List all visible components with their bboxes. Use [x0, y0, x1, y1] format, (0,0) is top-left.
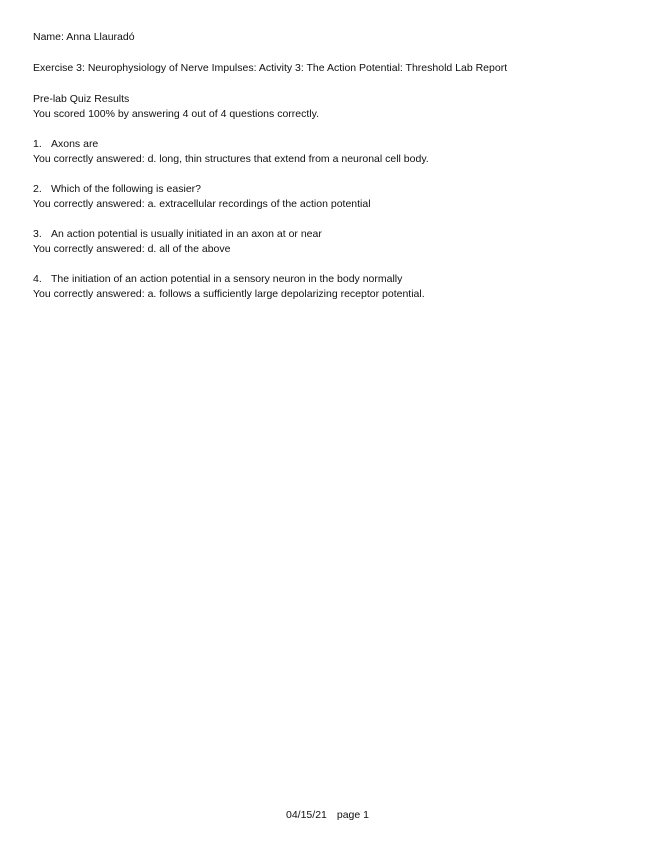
report-title: Exercise 3: Neurophysiology of Nerve Impulses: Activity 3: The Action Potential: Threshold Lab Report — [33, 62, 508, 74]
page-footer — [0, 808, 655, 823]
question-text — [33, 227, 633, 242]
question-label: The initiation of an action potential in a sensory neuron in the body normally — [51, 273, 403, 285]
footer-page-number: page 1 — [336, 809, 369, 821]
question-text — [33, 272, 633, 287]
quiz-score: You scored 100% by answering 4 out of 4 questions correctly. — [33, 108, 320, 120]
question-label: Which of the following is easier? — [51, 183, 201, 195]
quiz-heading: Pre-lab Quiz Results — [33, 93, 130, 105]
question-number: 2. — [33, 183, 42, 195]
question-number: 1. — [33, 138, 42, 150]
quiz-question-block — [33, 182, 633, 212]
student-name: Name: Anna Llauradó — [33, 31, 135, 43]
question-label: An action potential is usually initiated in an axon at or near — [51, 228, 322, 240]
quiz-question-block — [33, 272, 633, 302]
question-text — [33, 137, 633, 152]
question-number: 4. — [33, 273, 42, 285]
quiz-question-block — [33, 137, 633, 167]
question-label: Axons are — [51, 138, 99, 150]
question-number: 3. — [33, 228, 42, 240]
answer-text: You correctly answered: d. long, thin structures that extend from a neuronal cell body. — [33, 153, 429, 165]
answer-text: You correctly answered: a. follows a sufficiently large depolarizing receptor potential. — [33, 288, 425, 300]
question-text — [33, 182, 633, 197]
footer-date: 04/15/21 — [286, 809, 327, 821]
document-content — [33, 30, 633, 302]
answer-text: You correctly answered: d. all of the above — [33, 243, 231, 255]
answer-text: You correctly answered: a. extracellular recordings of the action potential — [33, 198, 371, 210]
quiz-question-block — [33, 227, 633, 257]
